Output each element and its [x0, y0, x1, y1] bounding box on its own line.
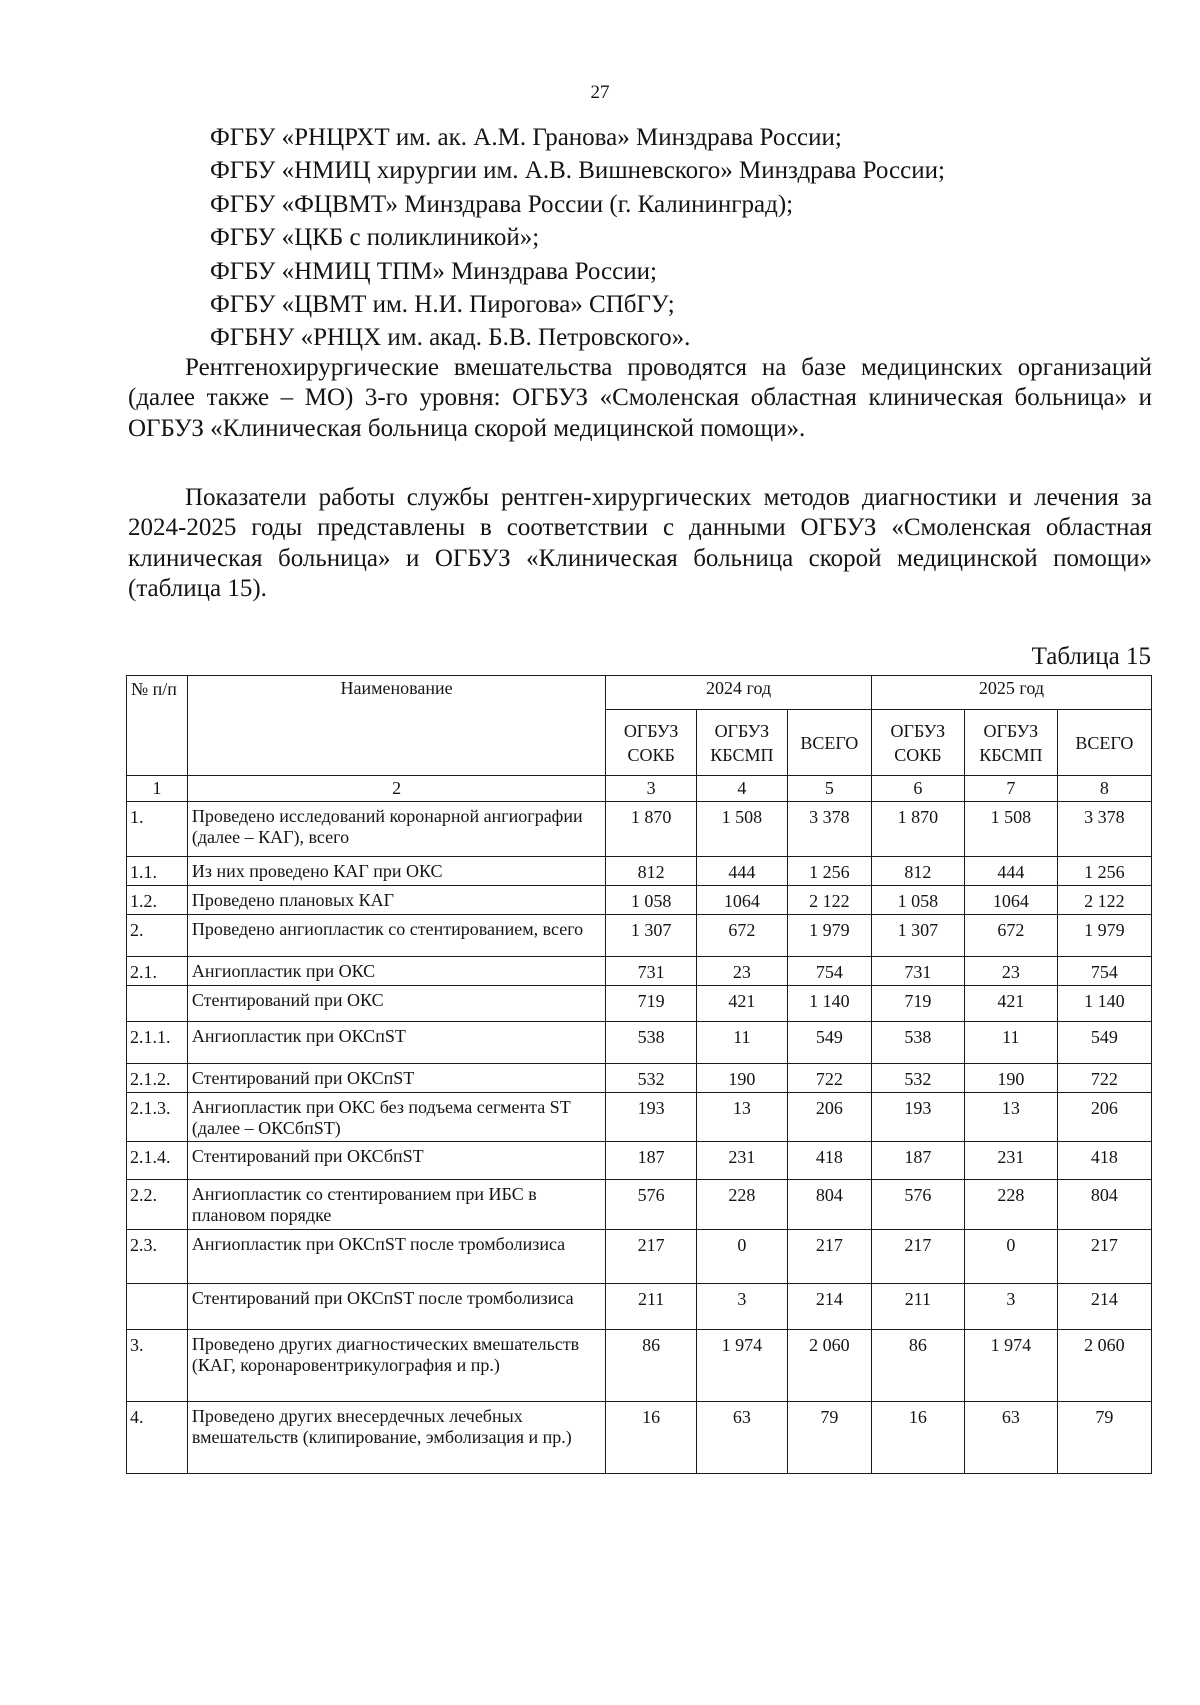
header-sokb-2024: ОГБУЗ СОКБ [606, 710, 697, 776]
value-kbsmp-2025: 0 [964, 1230, 1057, 1284]
row-number: 2.1.4. [127, 1142, 188, 1180]
value-sokb-2025: 1 307 [871, 915, 964, 957]
value-total-2025: 2 060 [1057, 1330, 1151, 1402]
header-year-2025: 2025 год [871, 676, 1151, 710]
row-number: 3. [127, 1330, 188, 1402]
header-name: Наименование [187, 676, 605, 776]
column-index: 3 [606, 776, 697, 802]
value-kbsmp-2025: 672 [964, 915, 1057, 957]
value-kbsmp-2025: 190 [964, 1064, 1057, 1093]
column-index: 5 [787, 776, 871, 802]
value-total-2024: 418 [787, 1142, 871, 1180]
row-number: 2. [127, 915, 188, 957]
row-name: Ангиопластик со стентированием при ИБС в плановом порядке [187, 1180, 605, 1230]
value-sokb-2024: 1 307 [606, 915, 697, 957]
value-sokb-2025: 719 [871, 986, 964, 1022]
column-index: 1 [127, 776, 188, 802]
value-total-2024: 804 [787, 1180, 871, 1230]
value-kbsmp-2024: 190 [697, 1064, 788, 1093]
value-kbsmp-2024: 3 [697, 1284, 788, 1330]
row-name: Проведено других диагностических вмешательств (КАГ, коронаровентрикулография и пр.) [187, 1330, 605, 1402]
row-number: 2.2. [127, 1180, 188, 1230]
value-sokb-2025: 211 [871, 1284, 964, 1330]
value-sokb-2024: 187 [606, 1142, 697, 1180]
value-total-2025: 1 979 [1057, 915, 1151, 957]
value-sokb-2024: 217 [606, 1230, 697, 1284]
value-sokb-2025: 187 [871, 1142, 964, 1180]
value-total-2025: 754 [1057, 957, 1151, 986]
row-name: Стентирований при ОКСпST после тромболизиса [187, 1284, 605, 1330]
value-kbsmp-2025: 23 [964, 957, 1057, 986]
row-number: 2.3. [127, 1230, 188, 1284]
value-sokb-2024: 731 [606, 957, 697, 986]
value-kbsmp-2025: 3 [964, 1284, 1057, 1330]
table-row [127, 1180, 1152, 1230]
column-index: 8 [1057, 776, 1151, 802]
table-row [127, 886, 1152, 915]
table-row [127, 1330, 1152, 1402]
paragraph-mo-level: Рентгенохирургические вмешательства проводятся на базе медицинских организаций (далее также – МО) 3-го уровня: ОГБУЗ «Смоленская областная клиническая больница» и ОГБУЗ «Клиническая больница скорой медицинской помощи». [128, 354, 1152, 442]
value-kbsmp-2024: 13 [697, 1093, 788, 1142]
institution-item: ФГБУ «НМИЦ хирургии им. А.В. Вишневского» Минздрава России; [210, 157, 945, 185]
row-number [127, 1284, 188, 1330]
table-body [127, 776, 1152, 1474]
row-name: Стентирований при ОКСбпST [187, 1142, 605, 1180]
institution-item: ФГБУ «НМИЦ ТПМ» Минздрава России; [210, 257, 657, 285]
value-sokb-2025: 193 [871, 1093, 964, 1142]
value-total-2025: 1 256 [1057, 857, 1151, 886]
row-number: 2.1.2. [127, 1064, 188, 1093]
row-number: 1. [127, 802, 188, 857]
institution-item: ФГБНУ «РНЦХ им. акад. Б.В. Петровского». [210, 324, 691, 352]
value-kbsmp-2025: 228 [964, 1180, 1057, 1230]
value-sokb-2024: 86 [606, 1330, 697, 1402]
table-row [127, 1230, 1152, 1284]
row-number: 1.2. [127, 886, 188, 915]
table-row [127, 986, 1152, 1022]
row-name: Ангиопластик при ОКСпST после тромболизиса [187, 1230, 605, 1284]
value-kbsmp-2024: 1 508 [697, 802, 788, 857]
value-total-2024: 79 [787, 1402, 871, 1474]
table-row [127, 1284, 1152, 1330]
institution-item: ФГБУ «РНЦРХТ им. ак. А.М. Гранова» Минздрава России; [210, 124, 842, 151]
value-kbsmp-2025: 63 [964, 1402, 1057, 1474]
table-row [127, 1402, 1152, 1474]
row-number: 4. [127, 1402, 188, 1474]
row-name: Проведено других внесердечных лечебных вмешательств (клипирование, эмболизация и пр.) [187, 1402, 605, 1474]
header-year-2024: 2024 год [606, 676, 872, 710]
value-kbsmp-2025: 421 [964, 986, 1057, 1022]
value-kbsmp-2024: 23 [697, 957, 788, 986]
column-index: 2 [187, 776, 605, 802]
header-kbsmp-2025: ОГБУЗ КБСМП [964, 710, 1057, 776]
value-total-2025: 418 [1057, 1142, 1151, 1180]
row-name: Проведено плановых КАГ [187, 886, 605, 915]
row-number: 1.1. [127, 857, 188, 886]
value-total-2024: 1 256 [787, 857, 871, 886]
value-sokb-2025: 538 [871, 1022, 964, 1064]
value-total-2024: 549 [787, 1022, 871, 1064]
header-sokb-2025: ОГБУЗ СОКБ [871, 710, 964, 776]
row-name: Ангиопластик при ОКСпST [187, 1022, 605, 1064]
value-sokb-2025: 1 058 [871, 886, 964, 915]
value-total-2024: 1 979 [787, 915, 871, 957]
paragraph-indicators: Показатели работы службы рентген-хирургических методов диагностики и лечения за 2024-2025 годы представлены в соответствии с данными ОГБУЗ «Смоленская областная клиническая больница» и ОГБУЗ «Клиническая больница скорой медицинской помощи» (таблица 15). [128, 484, 1152, 602]
table-caption: Таблица 15 [1031, 643, 1151, 670]
value-kbsmp-2024: 672 [697, 915, 788, 957]
value-total-2024: 1 140 [787, 986, 871, 1022]
row-name: Ангиопластик при ОКС без подъема сегмента ST (далее – ОКСбпST) [187, 1093, 605, 1142]
table-row [127, 1093, 1152, 1142]
value-sokb-2025: 812 [871, 857, 964, 886]
value-total-2025: 1 140 [1057, 986, 1151, 1022]
institution-item: ФГБУ «ФЦВМТ» Минздрава России (г. Калининград); [210, 190, 794, 218]
row-name: Стентирований при ОКСпST [187, 1064, 605, 1093]
value-kbsmp-2025: 231 [964, 1142, 1057, 1180]
value-sokb-2025: 532 [871, 1064, 964, 1093]
column-index: 7 [964, 776, 1057, 802]
table-row [127, 1022, 1152, 1064]
row-number [127, 986, 188, 1022]
row-number: 2.1.3. [127, 1093, 188, 1142]
institution-item: ФГБУ «ЦКБ с поликлиникой»; [210, 224, 540, 252]
value-sokb-2024: 538 [606, 1022, 697, 1064]
value-kbsmp-2025: 1 974 [964, 1330, 1057, 1402]
value-kbsmp-2025: 11 [964, 1022, 1057, 1064]
value-total-2025: 722 [1057, 1064, 1151, 1093]
row-name: Стентирований при ОКС [187, 986, 605, 1022]
value-kbsmp-2025: 1064 [964, 886, 1057, 915]
table-row [127, 1142, 1152, 1180]
value-kbsmp-2024: 444 [697, 857, 788, 886]
value-sokb-2025: 16 [871, 1402, 964, 1474]
value-kbsmp-2024: 228 [697, 1180, 788, 1230]
value-kbsmp-2025: 13 [964, 1093, 1057, 1142]
row-name: Проведено исследований коронарной ангиографии (далее – КАГ), всего [187, 802, 605, 857]
row-name: Ангиопластик при ОКС [187, 957, 605, 986]
value-total-2024: 217 [787, 1230, 871, 1284]
value-sokb-2024: 719 [606, 986, 697, 1022]
value-sokb-2024: 532 [606, 1064, 697, 1093]
table-row [127, 1064, 1152, 1093]
column-index: 6 [871, 776, 964, 802]
table-row [127, 802, 1152, 857]
table-row [127, 957, 1152, 986]
value-total-2025: 217 [1057, 1230, 1151, 1284]
value-sokb-2025: 731 [871, 957, 964, 986]
value-kbsmp-2024: 63 [697, 1402, 788, 1474]
column-index: 4 [697, 776, 788, 802]
indicators-table [126, 675, 1152, 1474]
column-index-row [127, 776, 1152, 802]
value-total-2025: 3 378 [1057, 802, 1151, 857]
value-total-2024: 754 [787, 957, 871, 986]
value-total-2025: 549 [1057, 1022, 1151, 1064]
header-total-2024: ВСЕГО [787, 710, 871, 776]
value-sokb-2024: 193 [606, 1093, 697, 1142]
value-kbsmp-2024: 1064 [697, 886, 788, 915]
table-row [127, 857, 1152, 886]
value-sokb-2024: 1 870 [606, 802, 697, 857]
page-number: 27 [590, 82, 610, 103]
value-kbsmp-2025: 1 508 [964, 802, 1057, 857]
value-kbsmp-2024: 231 [697, 1142, 788, 1180]
value-kbsmp-2025: 444 [964, 857, 1057, 886]
value-kbsmp-2024: 0 [697, 1230, 788, 1284]
value-total-2025: 2 122 [1057, 886, 1151, 915]
value-total-2025: 206 [1057, 1093, 1151, 1142]
value-total-2024: 214 [787, 1284, 871, 1330]
value-sokb-2024: 812 [606, 857, 697, 886]
institution-item: ФГБУ «ЦВМТ им. Н.И. Пирогова» СПбГУ; [210, 291, 675, 319]
row-name: Проведено ангиопластик со стентированием, всего [187, 915, 605, 957]
value-total-2024: 206 [787, 1093, 871, 1142]
value-total-2025: 804 [1057, 1180, 1151, 1230]
header-kbsmp-2024: ОГБУЗ КБСМП [697, 710, 788, 776]
value-sokb-2024: 211 [606, 1284, 697, 1330]
value-sokb-2024: 1 058 [606, 886, 697, 915]
value-total-2024: 3 378 [787, 802, 871, 857]
value-kbsmp-2024: 11 [697, 1022, 788, 1064]
row-number: 2.1.1. [127, 1022, 188, 1064]
row-name: Из них проведено КАГ при ОКС [187, 857, 605, 886]
table-row [127, 915, 1152, 957]
value-kbsmp-2024: 421 [697, 986, 788, 1022]
header-total-2025: ВСЕГО [1057, 710, 1151, 776]
value-kbsmp-2024: 1 974 [697, 1330, 788, 1402]
value-total-2025: 214 [1057, 1284, 1151, 1330]
row-number: 2.1. [127, 957, 188, 986]
header-number: № п/п [127, 676, 188, 776]
value-sokb-2025: 576 [871, 1180, 964, 1230]
institution-list [210, 121, 1160, 355]
value-sokb-2025: 86 [871, 1330, 964, 1402]
value-total-2024: 2 060 [787, 1330, 871, 1402]
value-total-2025: 79 [1057, 1402, 1151, 1474]
value-sokb-2024: 576 [606, 1180, 697, 1230]
value-sokb-2025: 217 [871, 1230, 964, 1284]
value-total-2024: 722 [787, 1064, 871, 1093]
value-total-2024: 2 122 [787, 886, 871, 915]
value-sokb-2024: 16 [606, 1402, 697, 1474]
value-sokb-2025: 1 870 [871, 802, 964, 857]
